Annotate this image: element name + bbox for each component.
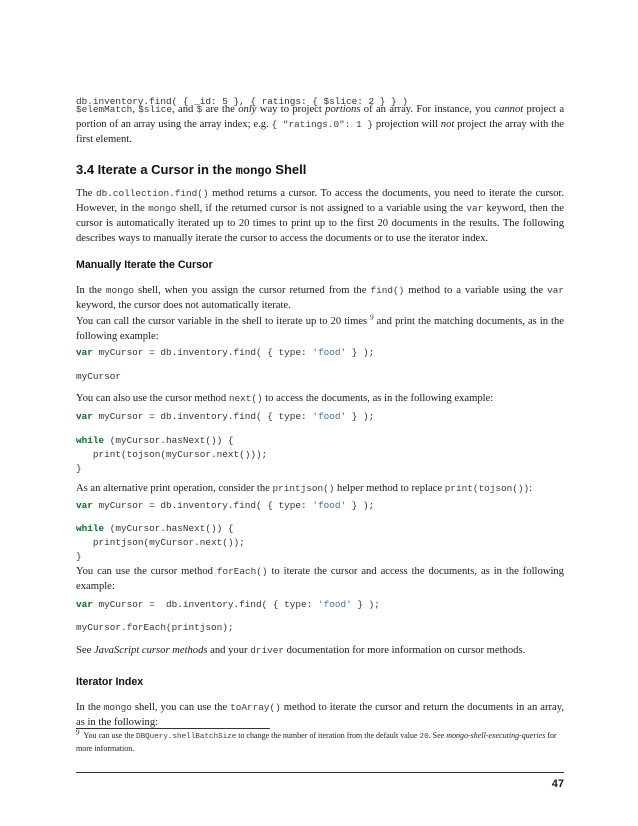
footer-divider	[76, 772, 564, 773]
document-page	[76, 0, 564, 826]
footnote-divider	[76, 728, 270, 729]
subheading-manual-iterate: Manually Iterate the Cursor	[76, 259, 213, 271]
link-javascript-cursor-methods[interactable]: JavaScript cursor methods	[93, 645, 208, 656]
paragraph-iterator-index: In the mongo shell, you can use the toArray() method to iterate the cursor and return the documents in an array, as in the following:	[76, 702, 564, 728]
link-mongo-shell-executing-queries[interactable]: mongo-shell-executing-queries	[446, 731, 546, 740]
code-block-printjson-loop: while (myCursor.hasNext()) { printjson(myCursor.next()); }	[76, 523, 245, 562]
code-block-next-loop-body: while (myCursor.hasNext()) { print(tojson(myCursor.next())); }	[76, 435, 268, 474]
code-block-cursor-var: var myCursor = db.inventory.find( { type: 'food' } );	[76, 347, 375, 358]
page-number: 47	[551, 778, 564, 790]
paragraph-foreach: You can use the cursor method forEach() to iterate the cursor and access the documents, as in the following example:	[76, 566, 564, 592]
code-block-printjson: var myCursor = db.inventory.find( { type: 'food' } );	[76, 500, 375, 511]
paragraph-call-cursor: You can call the cursor variable in the shell to iterate up to 20 times $^9$ and print the matching documents, as in the following example:	[76, 313, 564, 342]
code-block-foreach-var: var myCursor = db.inventory.find( { type: 'food' } );	[76, 599, 380, 610]
footnote-ref[interactable]: 9	[370, 313, 374, 322]
paragraph-printjson: As an alternative print operation, consider the printjson() helper method to replace print(tojson()):	[76, 483, 533, 494]
code-block-mycursor: myCursor	[76, 371, 122, 382]
paragraph-next: You can also use the cursor method next() to access the documents, as in the following example:	[76, 393, 494, 404]
code-block-next-loop: var myCursor = db.inventory.find( { type: 'food' } );	[76, 411, 375, 422]
paragraph-see-also: See JavaScript cursor methods and your driver documentation for more information on cursor methods.	[76, 645, 526, 656]
code-block-foreach-call: myCursor.forEach(printjson);	[76, 622, 234, 633]
link-driver[interactable]: driver	[250, 645, 284, 656]
paragraph-projection: $elemMatch, $slice, and $ are the only way to project portions of an array. For instance, you cannot project a portion of an array using the array index; e.g. { "ratings.0": 1 } projection will not project the array with the first element.	[76, 104, 565, 145]
subheading-iterator-index: Iterator Index	[76, 676, 144, 688]
section-heading: 3.4 Iterate a Cursor in the mongo Shell	[76, 162, 307, 178]
code-block-projection: db.inventory.find( { _id: 5 }, { ratings: { $slice: 2 } } )	[76, 96, 408, 107]
paragraph-manual: In the mongo shell, when you assign the cursor returned from the find() method to a variable using the var keyword, the cursor does not automatically iterate.	[76, 285, 564, 311]
footnote-9: $^9$ You can use the DBQuery.shellBatchSize to change the number of iteration from the default value 20. See mongo-shell-executing-queries for more information.	[76, 728, 557, 753]
paragraph-intro: The db.collection.find() method returns a cursor. To access the documents, you need to iterate the cursor. However, in the mongo shell, if the returned cursor is not assigned to a variable using the var keyword, then the cursor is automatically iterated up to 20 times to print up to the first 20 documents in the results. The following describes ways to manually iterate the cursor to access the documents or to use the iterator index.	[76, 188, 564, 244]
